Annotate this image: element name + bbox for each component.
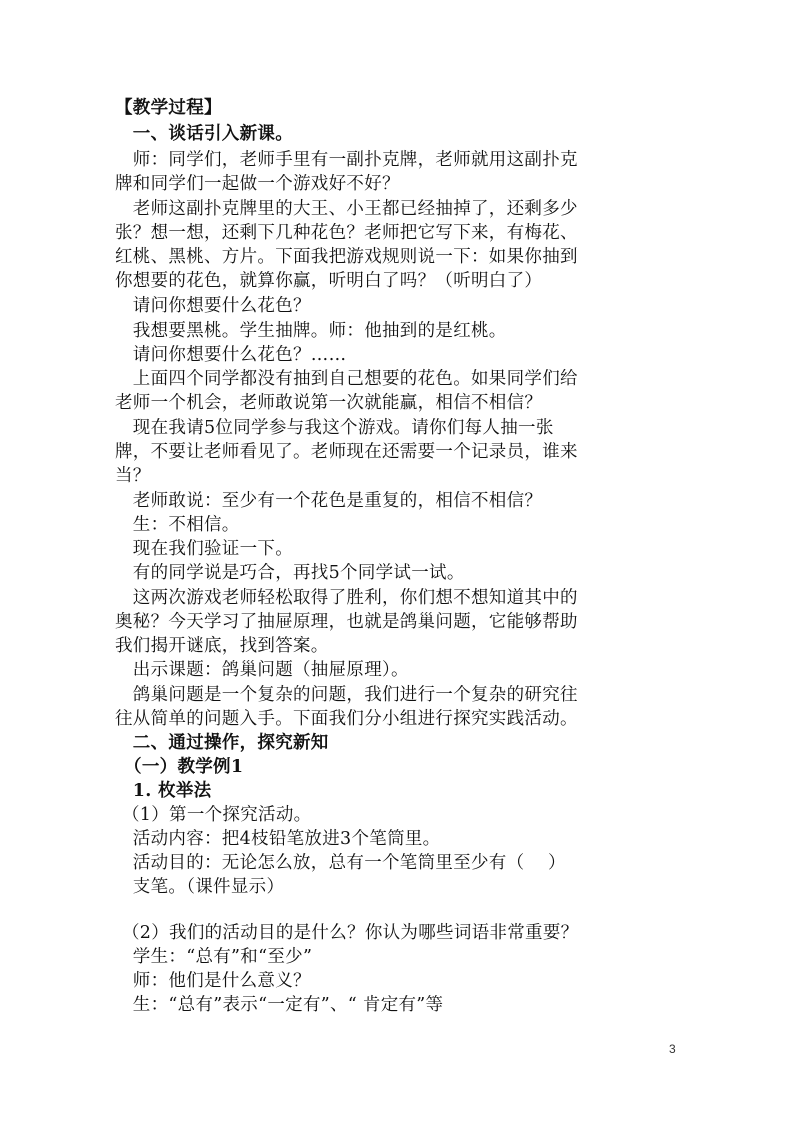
example-heading: （一）教学例1 <box>115 757 244 777</box>
text-line: 老师敢说：至少有一个花色是重复的，相信不相信？ <box>115 491 543 511</box>
text-line: 奥秘？今天学习了抽屉原理，也就是鸽巢问题，它能够帮助 <box>115 612 578 632</box>
text-line: 有的同学说是巧合，再找5个同学试一试。 <box>115 563 465 583</box>
text-line: 现在我请5位同学参与我这个游戏。请你们每人抽一张 <box>115 418 554 438</box>
text-line: 生：不相信。 <box>115 515 240 535</box>
text-line: 请问你想要什么花色？…… <box>115 345 347 365</box>
text-line: 活动内容：把4枝铅笔放进3个笔筒里。 <box>115 829 441 849</box>
page-number: 3 <box>669 1042 676 1056</box>
text-line: 鸽巢问题是一个复杂的问题，我们进行一个复杂的研究往 <box>115 685 578 705</box>
text-line: 老师一个机会，老师敢说第一次就能赢，相信不相信？ <box>115 393 543 413</box>
method-heading: 1. 枚举法 <box>115 781 212 801</box>
text-line: 张？想一想，还剩下几种花色？老师把它写下来，有梅花、 <box>115 223 578 243</box>
text-line: （2）我们的活动目的是什么？你认为哪些词语非常重要？ <box>122 923 579 943</box>
text-line: 我们揭开谜底，找到答案。 <box>115 636 329 656</box>
text-line: 牌，不要让老师看见了。老师现在还需要一个记录员，谁来 <box>115 442 578 462</box>
text-line: 活动目的：无论怎么放，总有一个笔筒里至少有（ ） <box>115 853 566 873</box>
text-line: 往从简单的问题入手。下面我们分小组进行探究实践活动。 <box>115 709 578 729</box>
text-line: 这两次游戏老师轻松取得了胜利，你们想不想知道其中的 <box>115 588 578 608</box>
text-line: 学生：“总有”和“至少” <box>115 947 313 967</box>
text-line: 我想要黑桃。学生抽牌。师：他抽到的是红桃。 <box>115 321 507 341</box>
text-line: （1）第一个探究活动。 <box>122 805 312 825</box>
text-line: 出示课题：鸽巢问题（抽屉原理）。 <box>115 660 409 680</box>
subsection-heading: 一、谈话引入新课。 <box>115 124 293 144</box>
text-line: 当？ <box>115 466 151 486</box>
text-line: 师：同学们，老师手里有一副扑克牌，老师就用这副扑克 <box>115 150 578 170</box>
text-line: 请问你想要什么花色？ <box>115 296 311 316</box>
text-line: 红桃、黑桃、方片。下面我把游戏规则说一下：如果你抽到 <box>115 247 578 267</box>
text-line: 现在我们验证一下。 <box>115 539 293 559</box>
text-line: 生：“总有”表示“一定有”、“ 肯定有”等 <box>115 995 444 1015</box>
text-line: 上面四个同学都没有抽到自己想要的花色。如果同学们给 <box>115 369 578 389</box>
text-line: 支笔。（课件显示） <box>115 877 285 897</box>
subsection-heading: 二、通过操作，探究新知 <box>115 733 329 753</box>
text-line: 师：他们是什么意义？ <box>115 971 311 991</box>
section-heading: 【教学过程】 <box>115 98 222 118</box>
text-line: 老师这副扑克牌里的大王、小王都已经抽掉了，还剩多少 <box>115 199 578 219</box>
text-line: 你想要的花色，就算你赢，听明白了吗？（听明白了） <box>115 271 543 291</box>
text-line: 牌和同学们一起做一个游戏好不好？ <box>115 174 400 194</box>
